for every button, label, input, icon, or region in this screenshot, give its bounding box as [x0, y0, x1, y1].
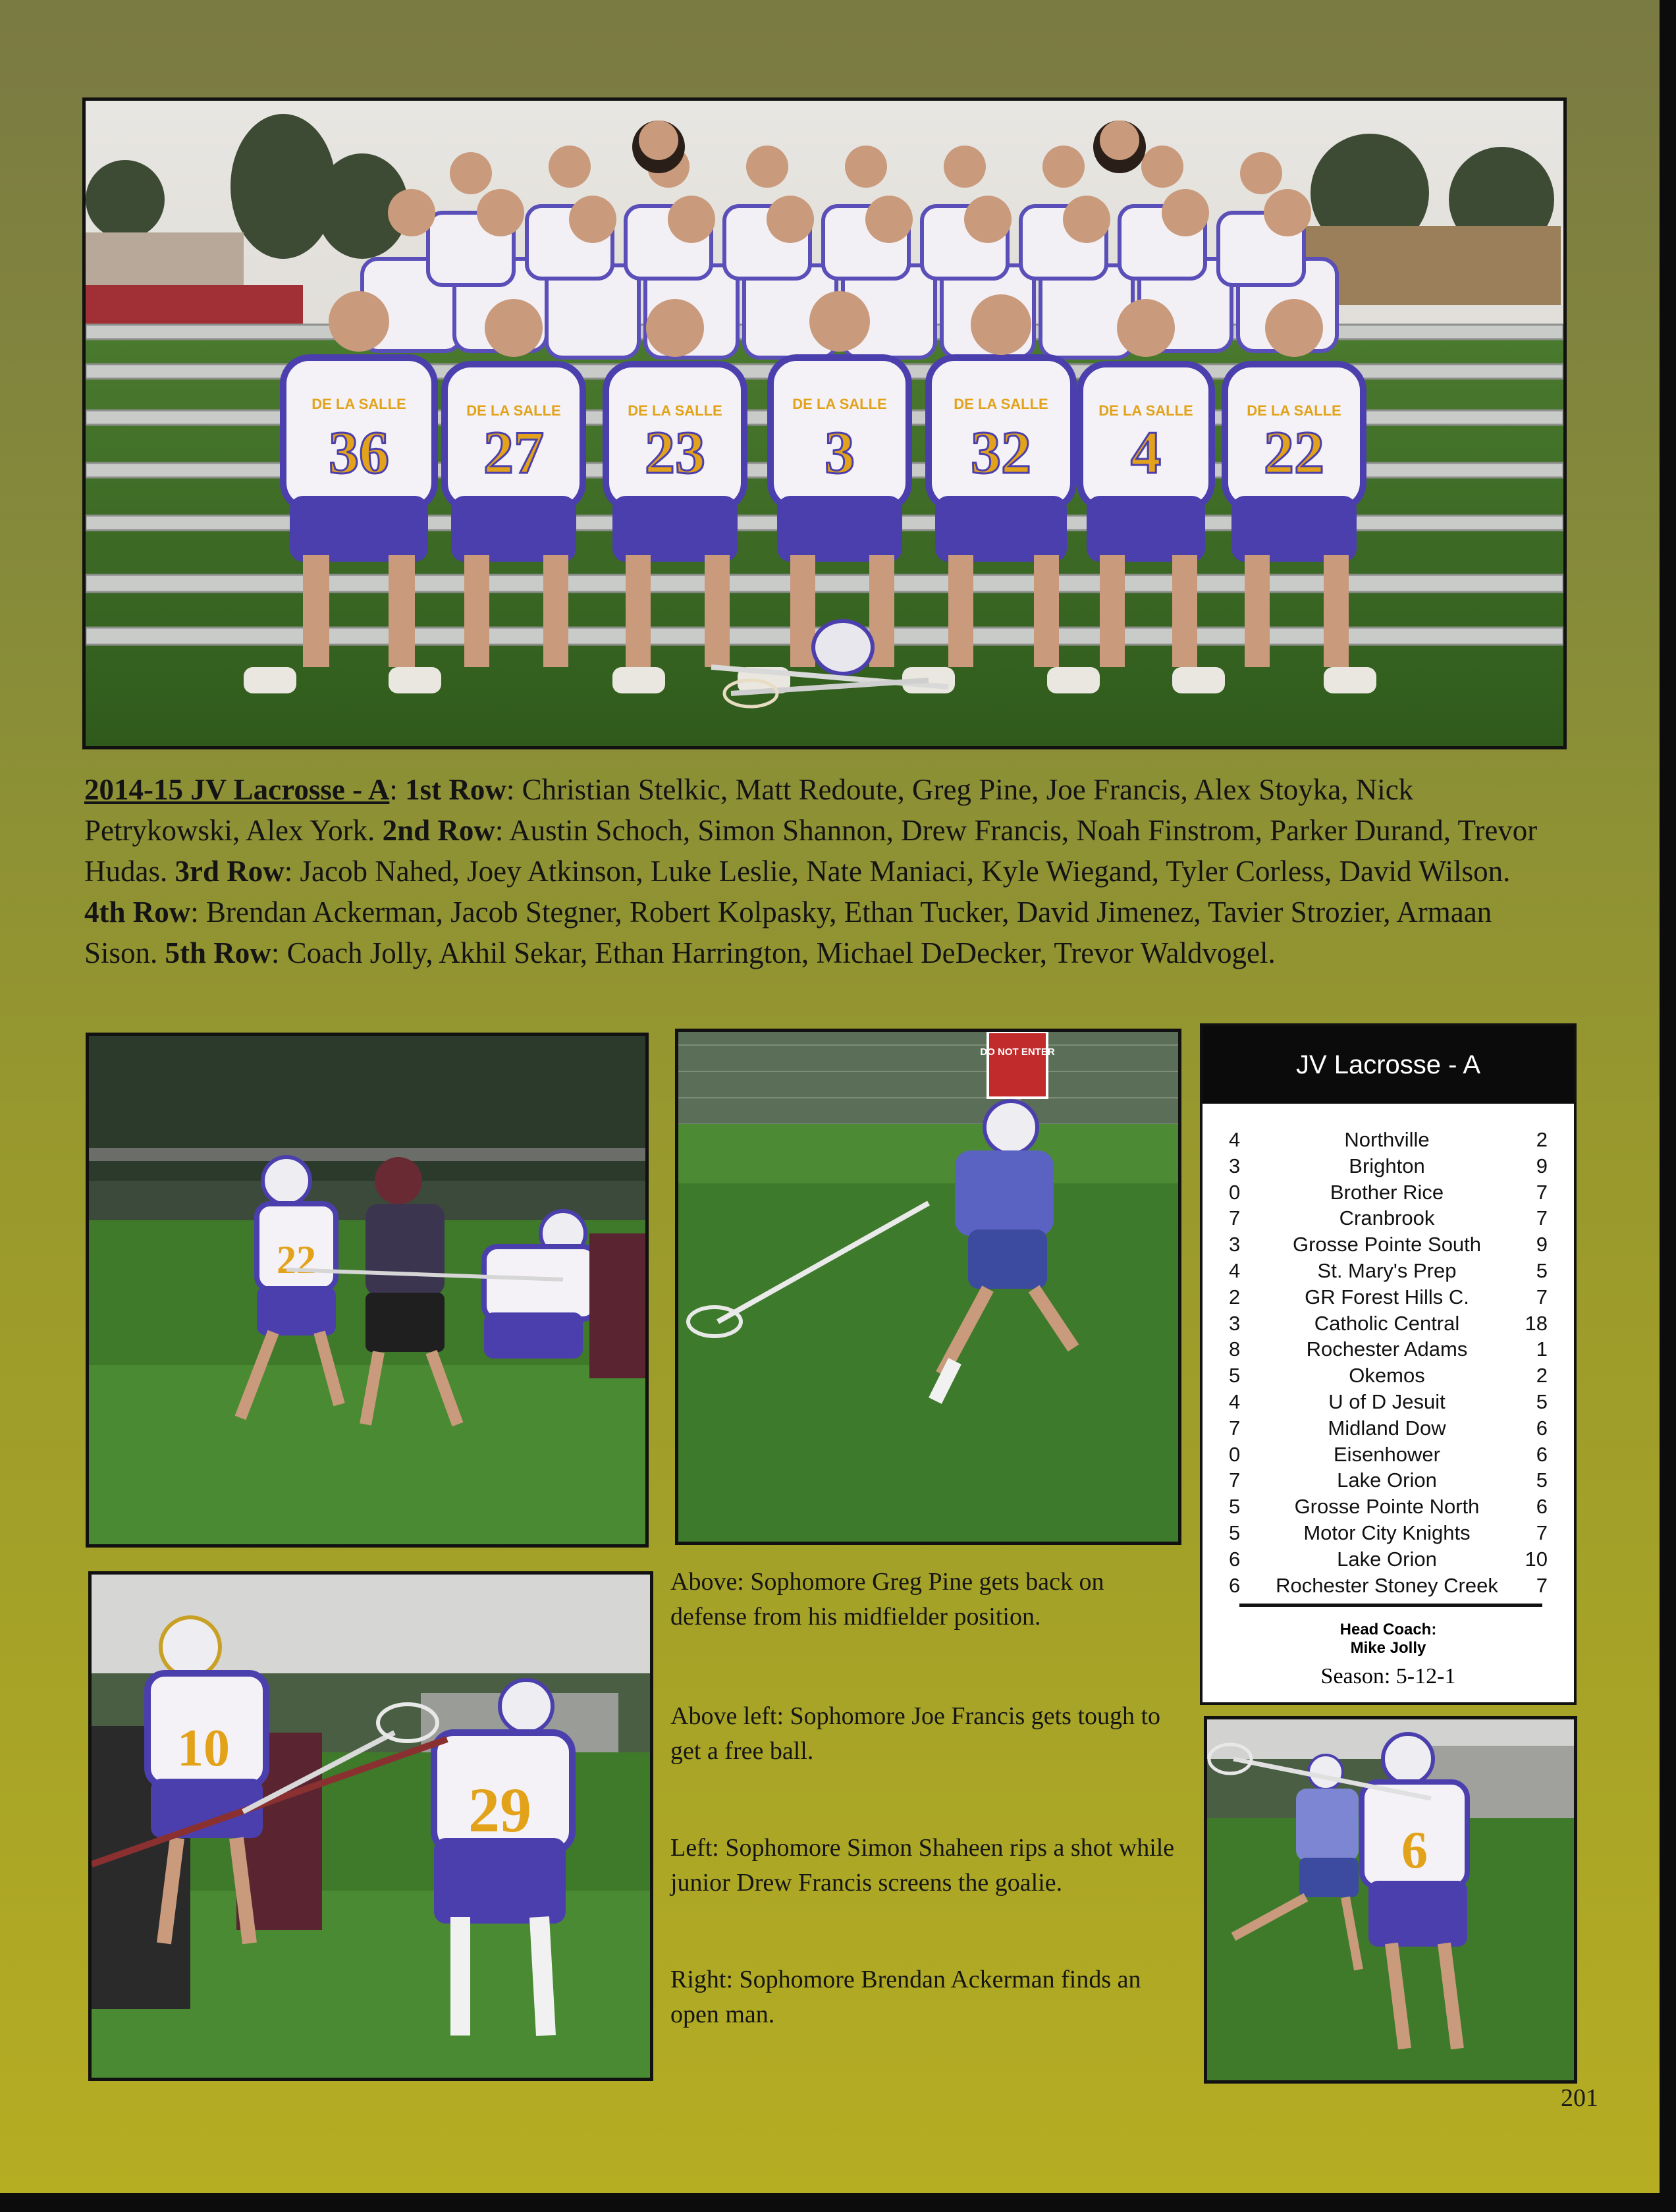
caption-row-names-5: Coach Jolly, Akhil Sekar, Ethan Harrington, Michael DeDecker, Trevor Waldvogel. — [286, 936, 1276, 969]
opponent-name: Okemos — [1349, 1364, 1425, 1388]
scan-edge-bottom — [0, 2193, 1676, 2212]
coach-name: Mike Jolly — [1350, 1639, 1426, 1657]
score-opponent: 18 — [1525, 1311, 1548, 1335]
caption-row-label-5: 5th Row — [165, 936, 271, 969]
jersey-number-4: 3 — [824, 419, 855, 486]
schedule-row — [1203, 1494, 1574, 1520]
jersey-text-2: DE LA SALLE — [466, 402, 561, 419]
season-record: Season: 5-12-1 — [1320, 1664, 1456, 1688]
score-opponent: 6 — [1536, 1442, 1548, 1466]
schedule-row — [1203, 1179, 1574, 1206]
score-us: 5 — [1229, 1495, 1241, 1519]
score-us: 4 — [1229, 1258, 1241, 1282]
opponent-name: Lake Orion — [1337, 1547, 1437, 1571]
schedule-row — [1203, 1205, 1574, 1231]
caption-row-names-1: Christian Stelkic, Matt Redoute, Greg Pine, Joe Francis, Alex Stoyka, Nick Petrykowski, Alex York. — [84, 773, 1414, 847]
jersey-text-3: DE LA SALLE — [628, 402, 722, 419]
opponent-name: Midland Dow — [1328, 1416, 1446, 1440]
score-opponent: 5 — [1536, 1389, 1548, 1413]
score-us: 6 — [1229, 1547, 1241, 1571]
jersey-number-5: 32 — [971, 419, 1031, 486]
schedule-row — [1203, 1231, 1574, 1258]
schedule-title: JV Lacrosse - A — [1203, 1026, 1574, 1104]
opponent-name: GR Forest Hills C. — [1305, 1285, 1469, 1308]
schedule-row — [1203, 1546, 1574, 1573]
score-opponent: 7 — [1536, 1521, 1548, 1544]
score-us: 5 — [1229, 1364, 1241, 1388]
score-us: 3 — [1229, 1233, 1241, 1256]
score-us: 8 — [1229, 1337, 1241, 1361]
caption-row-names-3: Jacob Nahed, Joey Atkinson, Luke Leslie, Nate Maniaci, Kyle Wiegand, Tyler Corless, David Wilson. — [300, 855, 1511, 888]
score-opponent: 6 — [1536, 1416, 1548, 1440]
jersey-text-7: DE LA SALLE — [1247, 402, 1341, 419]
score-us: 4 — [1229, 1389, 1241, 1413]
action-photo-top-left — [86, 1033, 649, 1548]
coach-label: Head Coach: — [1339, 1621, 1437, 1638]
schedule-row — [1203, 1389, 1574, 1415]
score-us: 3 — [1229, 1311, 1241, 1335]
score-opponent: 7 — [1536, 1206, 1548, 1230]
jersey-number-1: 36 — [329, 419, 389, 486]
scan-edge-right — [1660, 0, 1676, 2212]
schedule-row — [1203, 1415, 1574, 1442]
team-photo-caption: 2014-15 JV Lacrosse - A: 1st Row: Christian Stelkic, Matt Redoute, Greg Pine, Joe Francis, Alex Stoyka, Nick Petrykowski, Alex York. 2nd Row: Austin Schoch, Simon Shannon, Drew Francis, Noah Finstrom, Parker Durand, Trevor Hudas. 3rd Row: Jacob Nahed, Joey Atkinson, Luke Leslie, Nate Maniaci, Kyle Wiegand, Tyler Corless, David Wilson. 4th Row: Brendan Ackerman, Jacob Stegner, Robert Kolpasky, Ethan Tucker, David Jimenez, Tavier Strozier, Armaan Sison. 5th Row: Coach Jolly, Akhil Sekar, Ethan Harrington, Michael DeDecker, Trevor Waldvogel. — [84, 773, 1538, 969]
caption-row-label-3: 3rd Row — [175, 855, 284, 888]
schedule-row — [1203, 1127, 1574, 1153]
caption-above-left: Above left: Sophomore Joe Francis gets tough to get a free ball. — [670, 1702, 1161, 1765]
player-number-middle-left: 10 — [177, 1719, 230, 1777]
player-number-bottom-right: 6 — [1401, 1821, 1428, 1879]
schedule-row — [1203, 1336, 1574, 1362]
score-opponent: 7 — [1536, 1285, 1548, 1308]
caption-row-label-1: 1st Row — [405, 773, 506, 806]
score-opponent: 9 — [1536, 1233, 1548, 1256]
opponent-name: St. Mary's Prep — [1317, 1258, 1457, 1282]
opponent-name: Grosse Pointe South — [1292, 1233, 1482, 1256]
jersey-number-2: 27 — [483, 419, 544, 486]
score-us: 7 — [1229, 1469, 1241, 1492]
schedule-row — [1203, 1442, 1574, 1468]
caption-row-names-4: Brendan Ackerman, Jacob Stegner, Robert Kolpasky, Ethan Tucker, David Jimenez, Tavier Strozier, Armaan Sison. — [84, 896, 1492, 969]
helmet-icon — [813, 621, 873, 674]
schedule-row — [1203, 1362, 1574, 1389]
score-opponent: 6 — [1536, 1495, 1548, 1519]
player-number-middle-right: 29 — [468, 1775, 531, 1845]
score-opponent: 10 — [1525, 1547, 1548, 1571]
score-opponent: 5 — [1536, 1469, 1548, 1492]
score-us: 0 — [1229, 1442, 1241, 1466]
action-photo-middle-left-image — [92, 1575, 650, 2078]
score-us: 5 — [1229, 1521, 1241, 1544]
schedule-row — [1203, 1573, 1574, 1599]
opponent-name: Brighton — [1349, 1154, 1425, 1177]
opponent-name: U of D Jesuit — [1328, 1389, 1446, 1413]
schedule-row — [1203, 1153, 1574, 1179]
opponent-name: Lake Orion — [1337, 1469, 1437, 1492]
score-us: 4 — [1229, 1128, 1241, 1151]
opponent-name: Eisenhower — [1334, 1442, 1440, 1466]
schedule-row — [1203, 1258, 1574, 1284]
player-number-top-left: 22 — [277, 1238, 316, 1281]
action-photo-middle-left — [88, 1571, 653, 2081]
sign-text: DO NOT ENTER — [980, 1046, 1055, 1058]
caption-row-label-4: 4th Row — [84, 896, 191, 929]
schedule-row — [1203, 1284, 1574, 1310]
schedule-row — [1203, 1520, 1574, 1546]
jersey-number-3: 23 — [645, 419, 705, 486]
caption-above: Above: Sophomore Greg Pine gets back on defense from his midfielder position. — [670, 1568, 1104, 1631]
team-photo — [82, 97, 1567, 749]
page-number: 201 — [1561, 2084, 1598, 2112]
opponent-name: Northville — [1344, 1128, 1430, 1151]
opponent-name: Rochester Stoney Creek — [1276, 1573, 1498, 1597]
score-us: 2 — [1229, 1285, 1241, 1308]
jersey-number-6: 4 — [1131, 419, 1161, 486]
score-opponent: 9 — [1536, 1154, 1548, 1177]
schedule-row — [1203, 1467, 1574, 1494]
team-photo-image — [86, 101, 1563, 746]
jersey-text-4: DE LA SALLE — [792, 396, 887, 412]
caption-row-label-2: 2nd Row — [382, 814, 495, 847]
score-us: 0 — [1229, 1180, 1241, 1204]
score-us: 7 — [1229, 1416, 1241, 1440]
jersey-number-7: 22 — [1264, 419, 1324, 486]
caption-right: Right: Sophomore Brendan Ackerman finds an open man. — [670, 1966, 1141, 2028]
caption-left: Left: Sophomore Simon Shaheen rips a shot while junior Drew Francis screens the goalie. — [670, 1834, 1175, 1897]
score-us: 6 — [1229, 1573, 1241, 1597]
score-opponent: 7 — [1536, 1180, 1548, 1204]
schedule-row — [1203, 1310, 1574, 1337]
score-opponent: 1 — [1536, 1337, 1548, 1361]
opponent-name: Motor City Knights — [1303, 1521, 1471, 1544]
opponent-name: Grosse Pointe North — [1294, 1495, 1480, 1519]
score-us: 3 — [1229, 1154, 1241, 1177]
opponent-name: Brother Rice — [1330, 1180, 1444, 1204]
jersey-text-6: DE LA SALLE — [1098, 402, 1193, 419]
action-photo-top-left-image — [89, 1036, 645, 1544]
caption-lead: 2014-15 JV Lacrosse - A — [84, 773, 390, 806]
jersey-text-5: DE LA SALLE — [954, 396, 1048, 412]
schedule-divider — [1239, 1604, 1542, 1607]
action-photo-top-middle-image — [678, 1032, 1178, 1542]
opponent-name: Cranbrook — [1339, 1206, 1435, 1230]
score-opponent: 5 — [1536, 1258, 1548, 1282]
opponent-name: Catholic Central — [1314, 1311, 1460, 1335]
score-us: 7 — [1229, 1206, 1241, 1230]
caption-row-names-2: Austin Schoch, Simon Shannon, Drew Francis, Noah Finstrom, Parker Durand, Trevor Hudas. — [84, 814, 1538, 888]
schedule-rows — [1203, 1127, 1574, 1598]
schedule-box — [1200, 1023, 1577, 1705]
action-photo-top-middle — [675, 1029, 1181, 1545]
action-photo-bottom-right — [1204, 1716, 1577, 2084]
score-opponent: 2 — [1536, 1364, 1548, 1388]
score-opponent: 2 — [1536, 1128, 1548, 1151]
opponent-name: Rochester Adams — [1306, 1337, 1468, 1361]
jersey-text-1: DE LA SALLE — [311, 396, 406, 412]
score-opponent: 7 — [1536, 1573, 1548, 1597]
action-photo-bottom-right-image — [1207, 1719, 1574, 2080]
